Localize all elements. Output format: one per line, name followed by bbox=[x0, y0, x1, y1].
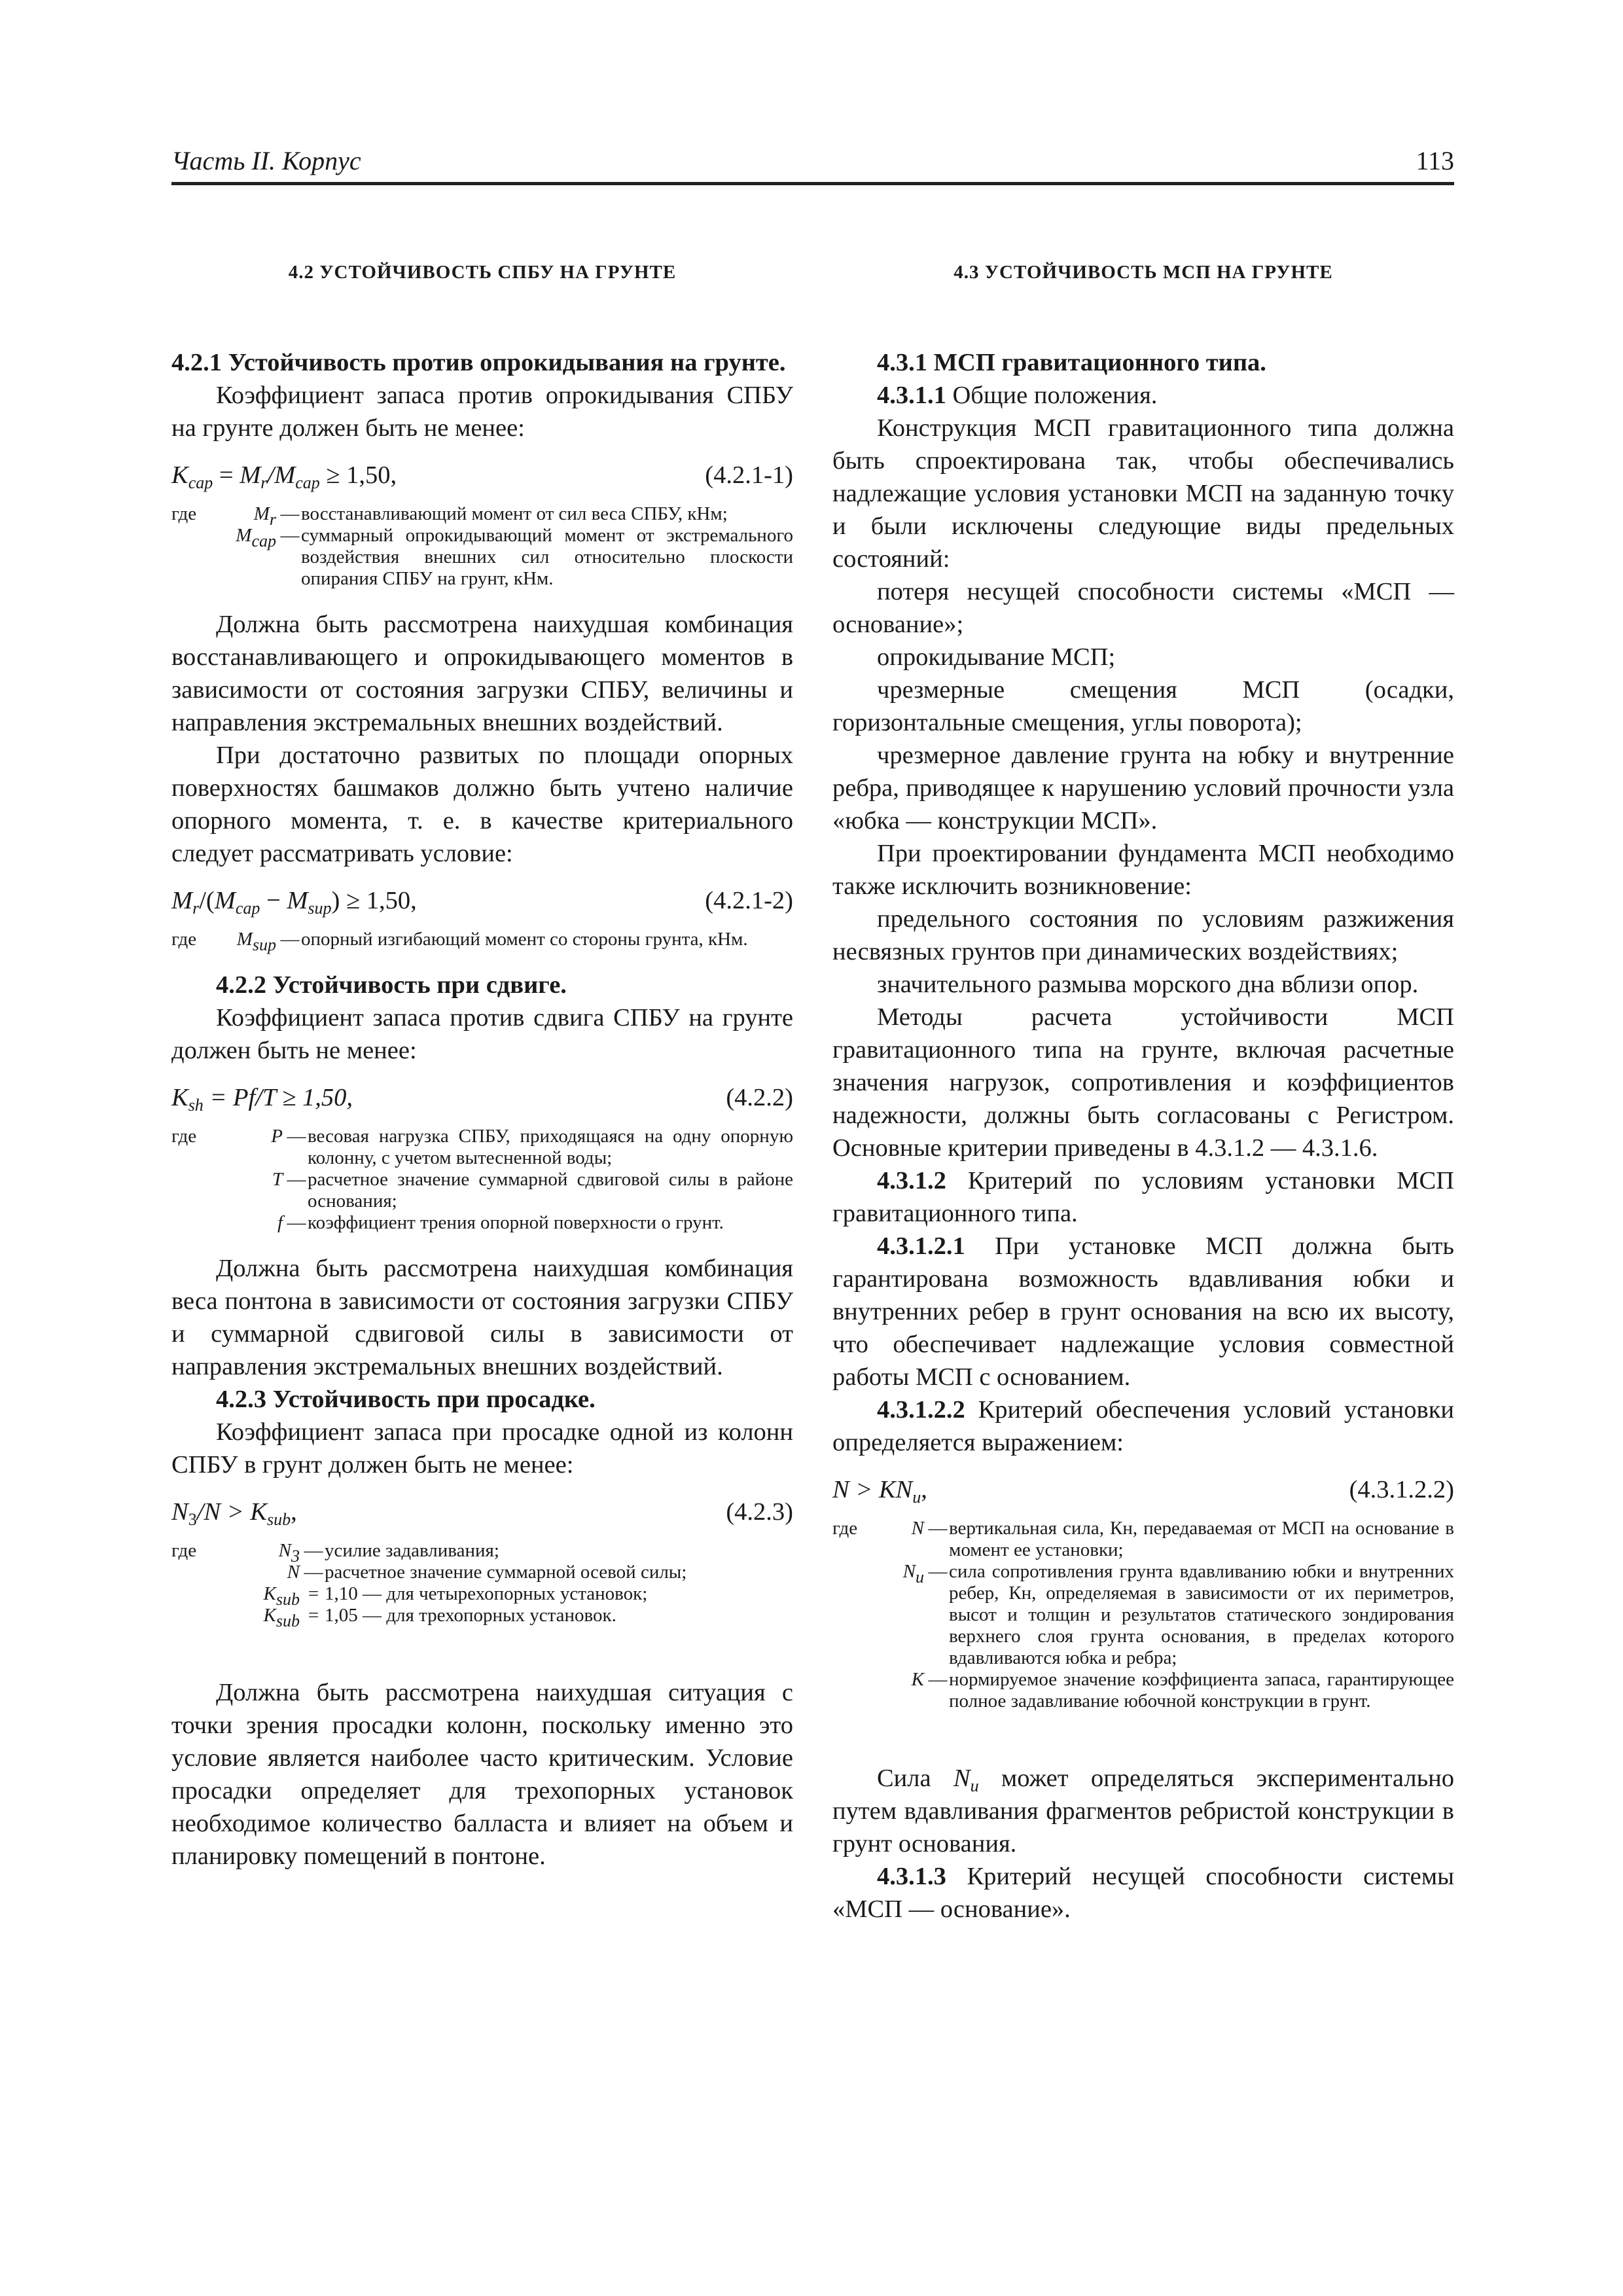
where-item: где $M_r$ — восстанавливающий момент от сил веса СПБУ, кНм; bbox=[171, 503, 728, 529]
formula-expression: $K_{sh} = Pf/T \ge 1,50$, bbox=[171, 1084, 353, 1115]
where-item: T — расчетное значение суммарной сдвиговой силы в районе основания; bbox=[272, 1169, 793, 1211]
page-number: 113 bbox=[1416, 146, 1454, 175]
clause-4-3-1-3: 4.3.1.3 Критерий несущей способности системы «МСП — основание». bbox=[832, 1863, 1454, 1923]
left-column bbox=[171, 262, 793, 1873]
clause-4-3-1-1: 4.3.1.1 Общие положения. bbox=[877, 382, 1158, 409]
where-item: где N — вертикальная сила, Кн, передаваемая от МСП на основание в момент ее установки; bbox=[832, 1518, 1454, 1560]
subsection-title-4-2-1: 4.2.1 Устойчивость против опрокидывания на грунте. bbox=[171, 349, 786, 376]
paragraph: При достаточно развитых по площади опорных поверхностях башмаков должно быть учтено наличие опорного момента, т. е. в качестве критериального следует рассматривать условие: bbox=[171, 742, 793, 867]
formula-4-2-2 bbox=[171, 1081, 793, 1114]
where-list bbox=[171, 1126, 793, 1234]
section-heading-4-3: 4.3 УСТОЙЧИВОСТЬ МСП НА ГРУНТЕ bbox=[954, 262, 1333, 283]
formula-4-3-1-2-2 bbox=[832, 1473, 1454, 1506]
formula-expression: $N > KN_u$, bbox=[832, 1476, 927, 1507]
where-item: где $N_3$ — усилие задавливания; bbox=[171, 1540, 499, 1566]
formula-4-2-3 bbox=[171, 1496, 793, 1528]
paragraph: Коэффициент запаса против опрокидывания СПБУ на грунте должен быть не менее: bbox=[171, 382, 793, 442]
formula-number: (4.2.3) bbox=[726, 1498, 793, 1526]
clause-4-3-1-2: 4.3.1.2 Критерий по условиям установки МСП гравитационного типа. bbox=[832, 1167, 1454, 1227]
paragraph: Должна быть рассмотрена наихудшая комбинация восстанавливающего и опрокидывающего моментов в зависимости от состояния загрузки СПБУ, величины и направления экстремальных внешних воздействий. bbox=[171, 611, 793, 736]
list-item: опрокидывание МСП; bbox=[877, 643, 1116, 671]
where-item: где $M_{sup}$ — опорный изгибающий момент со стороны грунта, кНм. bbox=[171, 929, 748, 954]
list-item: предельного состояния по условиям разжижения несвязных грунтов при динамических воздействиях; bbox=[832, 905, 1454, 965]
subsection-title-4-2-2: 4.2.2 Устойчивость при сдвиге. bbox=[216, 971, 567, 999]
section-heading-4-2: 4.2 УСТОЙЧИВОСТЬ СПБУ НА ГРУНТЕ bbox=[288, 262, 677, 283]
formula-expression: $K_{cap} = M_r/M_{cap} \ge 1,50$, bbox=[171, 461, 397, 492]
formula-4-2-1-2 bbox=[171, 884, 793, 917]
where-item: K — нормируемое значение коэффициента запаса, гарантирующее полное задавливание юбочной конструкции в грунт. bbox=[911, 1669, 1454, 1712]
where-list bbox=[171, 1540, 793, 1630]
formula-number: (4.2.2) bbox=[726, 1084, 793, 1111]
paragraph: Должна быть рассмотрена наихудшая ситуация с точки зрения просадки колонн, поскольку именно это условие является наиболее часто критическим. Условие просадки определяет для трехопорных установок необходимое количество балласта и влияет на объем и планировку помещений в понтоне. bbox=[171, 1679, 793, 1870]
paragraph: При проектировании фундамента МСП необходимо также исключить возникновение: bbox=[832, 840, 1454, 900]
formula-expression: $M_r/(M_{cap} - M_{sup}) \ge 1,50$, bbox=[171, 887, 417, 918]
list-item: значительного размыва морского дна вблизи опор. bbox=[877, 971, 1419, 998]
list-item: потеря несущей способности системы «МСП — основание»; bbox=[832, 578, 1454, 638]
paragraph: Коэффициент запаса против сдвига СПБУ на грунте должен быть не менее: bbox=[171, 1004, 793, 1064]
clause-4-3-1-2-2: 4.3.1.2.2 Критерий обеспечения условий установки определяется выражением: bbox=[832, 1396, 1454, 1456]
paragraph: Конструкция МСП гравитационного типа должна быть спроектирована так, чтобы обеспечивались надлежащие условия установки МСП на заданную точку и были исключены следующие виды предельных состояний: bbox=[832, 414, 1454, 573]
formula-number: (4.2.1-1) bbox=[705, 461, 793, 489]
subsection-title-4-2-3: 4.2.3 Устойчивость при просадке. bbox=[216, 1386, 596, 1413]
running-header bbox=[171, 145, 1454, 185]
paragraph: Сила $N_u$ может определяться экспериментально путем вдавливания фрагментов ребристой конструкции в грунт основания. bbox=[832, 1765, 1454, 1857]
list-item: чрезмерные смещения МСП (осадки, горизонтальные смещения, углы поворота); bbox=[832, 676, 1454, 736]
formula-number: (4.2.1-2) bbox=[705, 887, 793, 914]
clause-4-3-1-2-1: 4.3.1.2.1 При установке МСП должна быть гарантирована возможность вдавливания юбки и внутренних ребер в грунт основания на всю их высоту, что обеспечивает надлежащие условия совместной работы МСП с основанием. bbox=[832, 1232, 1454, 1391]
paragraph: Методы расчета устойчивости МСП гравитационного типа на грунте, включая расчетные значения нагрузок, сопротивления и коэффициентов надежности, должны быть согласованы с Регистром. Основные критерии приведены в 4.3.1.2 — 4.3.1.6. bbox=[832, 1003, 1454, 1162]
where-item: N — расчетное значение суммарной осевой силы; bbox=[287, 1562, 687, 1583]
list-item: чрезмерное давление грунта на юбку и внутренние ребра, приводящее к нарушению условий прочности узла «юбка — конструкции МСП». bbox=[832, 742, 1454, 834]
where-item: f — коэффициент трения опорной поверхности о грунт. bbox=[277, 1212, 724, 1233]
where-list bbox=[171, 929, 793, 954]
right-column bbox=[832, 262, 1454, 1926]
where-list bbox=[171, 503, 793, 590]
where-item: $K_{sub}$ = 1,05 — для трехопорных установок. bbox=[263, 1605, 616, 1630]
subsection-title-4-3-1: 4.3.1 МСП гравитационного типа. bbox=[877, 349, 1266, 376]
where-item: где P — весовая нагрузка СПБУ, приходящаяся на одну опорную колонну, с учетом вытесненной воды; bbox=[171, 1126, 793, 1168]
formula-4-2-1-1 bbox=[171, 459, 793, 492]
running-header-title: Часть II. Корпус bbox=[171, 146, 361, 175]
where-item: $N_u$ — сила сопротивления грунта вдавливанию юбки и внутренних ребер, Кн, определяемая в зависимости от их периметров, высот и толщин и результатов статического зондирования верхнего слоя грунта основания, в пределах которого вдавливаются юбка и ребра; bbox=[902, 1561, 1454, 1668]
where-list bbox=[832, 1518, 1454, 1712]
paragraph: Должна быть рассмотрена наихудшая комбинация веса понтона в зависимости от состояния загрузки СПБУ и суммарной сдвиговой силы в зависимости от направления экстремальных внешних воздействий. bbox=[171, 1255, 793, 1380]
formula-expression: $N_3/N > K_{sub}$, bbox=[171, 1498, 297, 1529]
where-item: $K_{sub}$ = 1,10 — для четырехопорных установок; bbox=[263, 1583, 648, 1609]
where-item: $M_{cap}$ — суммарный опрокидывающий момент от экстремального воздействия внешних сил относительно плоскости опирания СПБУ на грунт, кНм. bbox=[236, 525, 793, 589]
formula-number: (4.3.1.2.2) bbox=[1349, 1476, 1454, 1503]
paragraph: Коэффициент запаса при просадке одной из колонн СПБУ в грунт должен быть не менее: bbox=[171, 1418, 793, 1479]
